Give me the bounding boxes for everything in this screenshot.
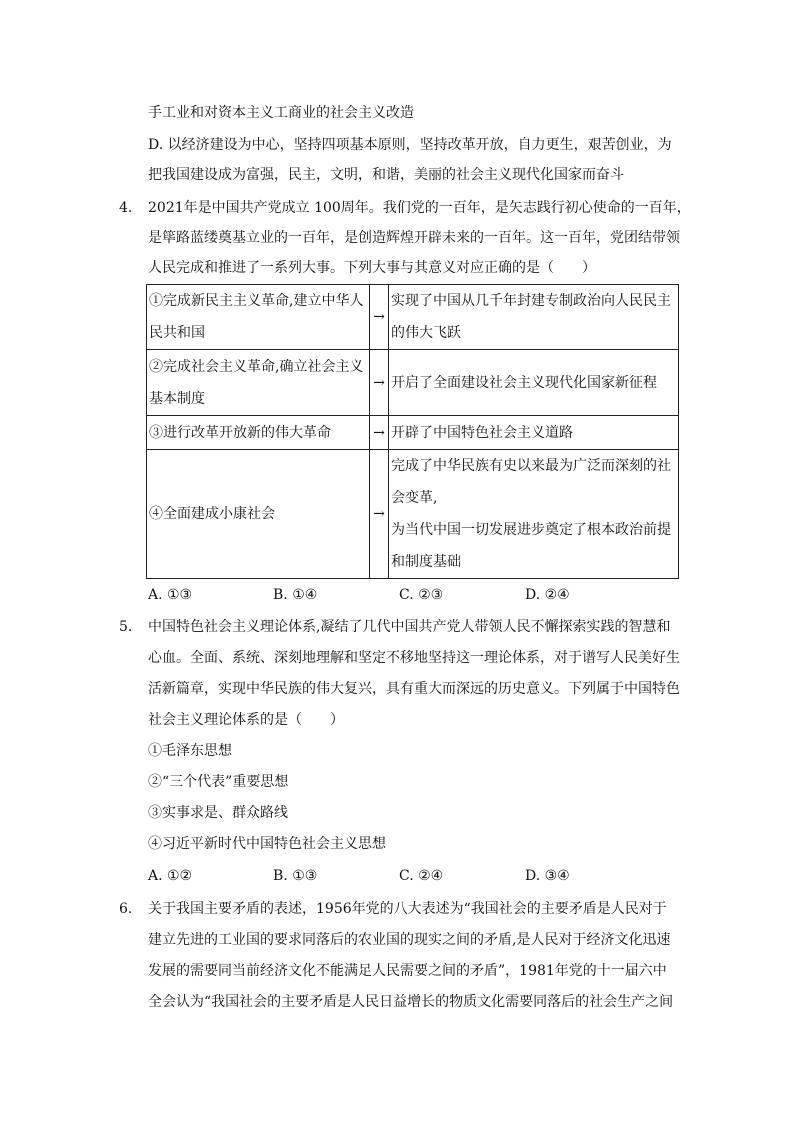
q4-option-c[interactable]: C. ②③: [399, 587, 444, 603]
table-row: [147, 350, 679, 416]
arrow-cell: →: [370, 350, 389, 416]
prev-option-c-continuation: 手工业和对资本主义工商业的社会主义改造: [148, 105, 414, 121]
meaning-text-line: 完成了中华民族有史以来最为广泛而深刻的社: [391, 458, 671, 474]
event-text-line: 民共和国: [149, 325, 205, 341]
event-cell: [147, 450, 370, 579]
meaning-text-line: 为当代中国一切发展进步奠定了根本政治前提: [391, 522, 671, 538]
meaning-text-line: 实现了中国从几千年封建专制政治向人民民主: [391, 293, 671, 309]
arrow-cell: →: [370, 285, 389, 350]
question-6-number: 6.: [119, 901, 133, 917]
question-5-item-4: ④习近平新时代中国特色社会主义思想: [148, 836, 386, 852]
question-5-stem-line3: 活新篇章，实现中华民族的伟大复兴，具有重大而深远的历史意义。下列属于中国特色: [148, 681, 680, 697]
prev-option-d-line2: 把我国建设成为富强，民主，文明，和谐，美丽的社会主义现代化国家而奋斗: [148, 167, 624, 183]
arrow-cell: →: [370, 450, 389, 579]
prev-option-d-line1: D. 以经济建设为中心，坚持四项基本原则，坚持改革开放，自力更生，艰苦创业，为: [148, 137, 672, 153]
meaning-text-line: 开启了全面建设社会主义现代化国家新征程: [391, 374, 657, 391]
event-cell: [147, 285, 370, 350]
q5-option-d[interactable]: D. ③④: [525, 868, 570, 884]
question-5-number: 5.: [119, 619, 133, 635]
event-text-line: ②完成社会主义革命,确立社会主义: [149, 358, 364, 375]
q5-option-c[interactable]: C. ②④: [399, 868, 444, 884]
arrow-cell: →: [370, 416, 389, 450]
question-5-stem-line4: 社会主义理论体系的是（ ）: [148, 712, 344, 728]
question-4-stem-line2: 是筚路蓝缕奠基立业的一百年，是创造辉煌开辟未来的一百年。这一百年，党团结带领: [148, 230, 680, 246]
question-5-stem-line1: 中国特色社会主义理论体系,凝结了几代中国共产党人带领人民不懈探索实践的智慧和: [148, 619, 671, 635]
q4-option-a[interactable]: A. ①③: [148, 587, 193, 603]
question-4-number: 4.: [119, 200, 133, 216]
event-text-line: ④全面建成小康社会: [149, 506, 275, 522]
question-4-stem-line3: 人民完成和推进了一系列大事。下列大事与其意义对应正确的是（ ）: [148, 260, 596, 276]
question-6-stem-line3: 发展的需要同当前经济文化不能满足人民需要之间的矛盾”，1981年党的十一届六中: [148, 963, 667, 979]
meaning-cell: [389, 450, 679, 579]
q4-option-d[interactable]: D. ②④: [525, 587, 570, 603]
table-row: [147, 416, 679, 450]
meaning-text-line: 开辟了中国特色社会主义道路: [391, 424, 573, 441]
question-5-stem-line2: 心血。全面、系统、深刻地理解和坚定不移地坚持这一理论体系，对于谱写人民美好生: [148, 650, 680, 666]
meaning-cell: [389, 416, 679, 450]
event-text-line: 基本制度: [149, 390, 205, 407]
table-row: [147, 285, 679, 350]
question-4-stem-line1: 2021年是中国共产党成立 100周年。我们党的一百年，是矢志践行初心使命的一百年，: [148, 200, 691, 216]
meaning-text-line: 的伟大飞跃: [391, 325, 461, 341]
event-text-line: ①完成新民主主义革命,建立中华人: [149, 293, 364, 309]
question-6-stem-line2: 建立先进的工业国的要求同落后的农业国的现实之间的矛盾,是人民对于经济文化迅速: [148, 932, 671, 948]
question-4-match-table: [146, 284, 679, 579]
table-row: [147, 450, 679, 579]
meaning-text-line: 会变革,: [391, 490, 438, 506]
question-6-stem-line1: 关于我国主要矛盾的表述，1956年党的八大表述为“我国社会的主要矛盾是人民对于: [148, 901, 667, 917]
question-5-item-2: ②“三个代表”重要思想: [148, 774, 289, 790]
event-cell: [147, 416, 370, 450]
q5-option-a[interactable]: A. ①②: [148, 868, 193, 884]
q5-option-b[interactable]: B. ①③: [273, 868, 318, 884]
meaning-cell: [389, 285, 679, 350]
question-5-item-3: ③实事求是、群众路线: [148, 805, 288, 821]
event-text-line: ③进行改革开放新的伟大革命: [149, 424, 331, 441]
event-cell: [147, 350, 370, 416]
meaning-cell: [389, 350, 679, 416]
q4-option-b[interactable]: B. ①④: [273, 587, 318, 603]
question-6-stem-line4: 全会认为“我国社会的主要矛盾是人民日益增长的物质文化需要同落后的社会生产之间: [148, 994, 674, 1010]
meaning-text-line: 和制度基础: [391, 554, 461, 570]
question-5-item-1: ①毛泽东思想: [148, 743, 232, 759]
